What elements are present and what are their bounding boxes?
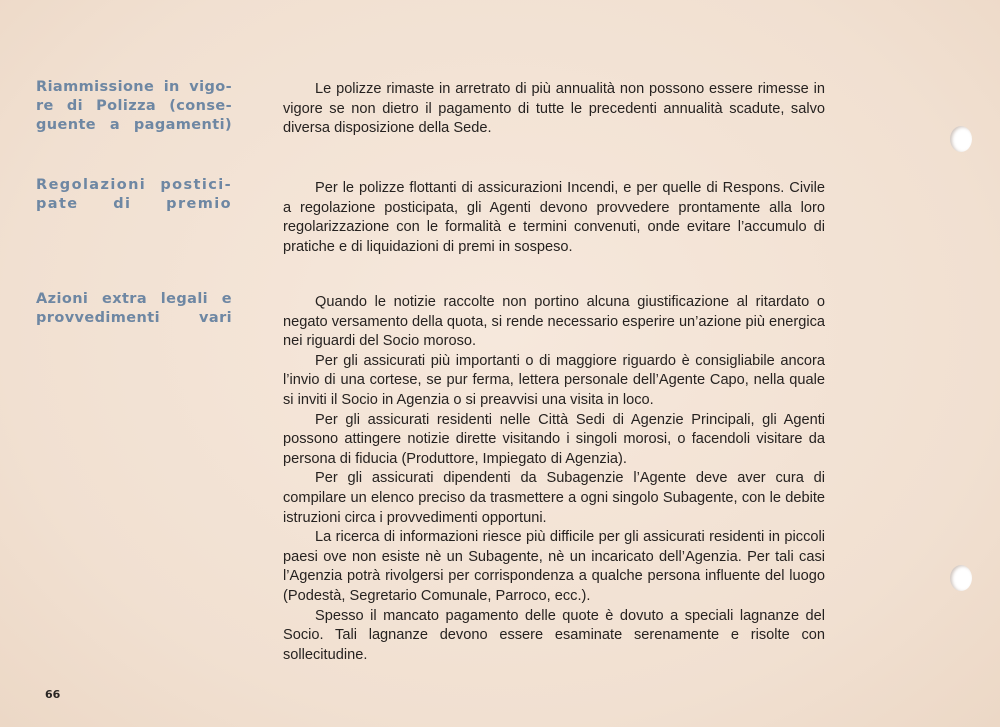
- paragraph: Le polizze rimaste in arretrato di più annualità non possono essere rimesse in vigore se non dietro il pagamento di tutte le precedenti annualità scadute, salvo diversa disposizione della Sede.: [283, 81, 825, 137]
- section-body-azioni: [283, 293, 825, 665]
- side-heading-line: Riammissione in vigo-: [36, 79, 232, 95]
- binder-hole: [950, 126, 972, 152]
- section-body-riammissione: [283, 80, 825, 139]
- side-heading-line: provvedimenti vari: [36, 310, 232, 326]
- page-number: 66: [45, 688, 61, 701]
- section-body-regolazioni: [283, 179, 825, 257]
- paragraph: Per le polizze flottanti di assicurazioni Incendi, e per quelle di Respons. Civile a regolazione posticipata, gli Agenti devono provvedere prontamente alla loro regolarizzazione con le formalità e termini convenuti, onde evitare l’accumulo di pratiche e di liquidazioni di premi in sospeso.: [283, 180, 825, 255]
- side-heading-regolazioni: [36, 176, 232, 214]
- binder-hole: [950, 565, 972, 591]
- side-heading-line: guente a pagamenti): [36, 117, 232, 133]
- paragraph: Spesso il mancato pagamento delle quote è dovuto a speciali lagnanze del Socio. Tali lagnanze devono essere esaminate serenamente e risolte con sollecitudine.: [283, 607, 825, 663]
- paragraph: Per gli assicurati residenti nelle Città Sedi di Agenzie Principali, gli Agenti possono attingere notizie dirette visitando i singoli morosi, o facendoli visitare da persona di fiducia (Produttore, Impiegato di Agenzia).: [283, 411, 825, 467]
- side-heading-line: Azioni extra legali e: [36, 291, 232, 307]
- side-heading-line: pate di premio: [36, 196, 232, 212]
- paragraph: Per gli assicurati dipendenti da Subagenzie l’Agente deve aver cura di compilare un elenco preciso da trasmettere a ogni singolo Subagente, con le debite istruzioni circa i provvedimenti opportuni.: [283, 470, 825, 526]
- side-heading-line: re di Polizza (conse-: [36, 98, 232, 114]
- side-heading-riammissione: [36, 78, 232, 135]
- side-heading-line: Regolazioni postici-: [36, 177, 232, 193]
- paragraph: La ricerca di informazioni riesce più difficile per gli assicurati residenti in piccoli paesi ove non esiste nè un Subagente, nè un incaricato dell’Agenzia. Per tali casi l’Agenzia potrà rivolgersi per corrispondenza a qualche persona influente del luogo (Podestà, Segretario Comunale, Parroco, ecc.).: [283, 529, 825, 604]
- side-heading-azioni: [36, 290, 232, 328]
- paragraph: Per gli assicurati più importanti o di maggiore riguardo è consigliabile ancora l’invio di una cortese, se pur ferma, lettera personale dell’Agente Capo, nella quale si inviti il Socio in Agenzia o si preavvisi una visita in loco.: [283, 352, 825, 408]
- paragraph: Quando le notizie raccolte non portino alcuna giustificazione al ritardato o negato versamento della quota, si rende necessario esperire un’azione più energica nei riguardi del Socio moroso.: [283, 294, 825, 350]
